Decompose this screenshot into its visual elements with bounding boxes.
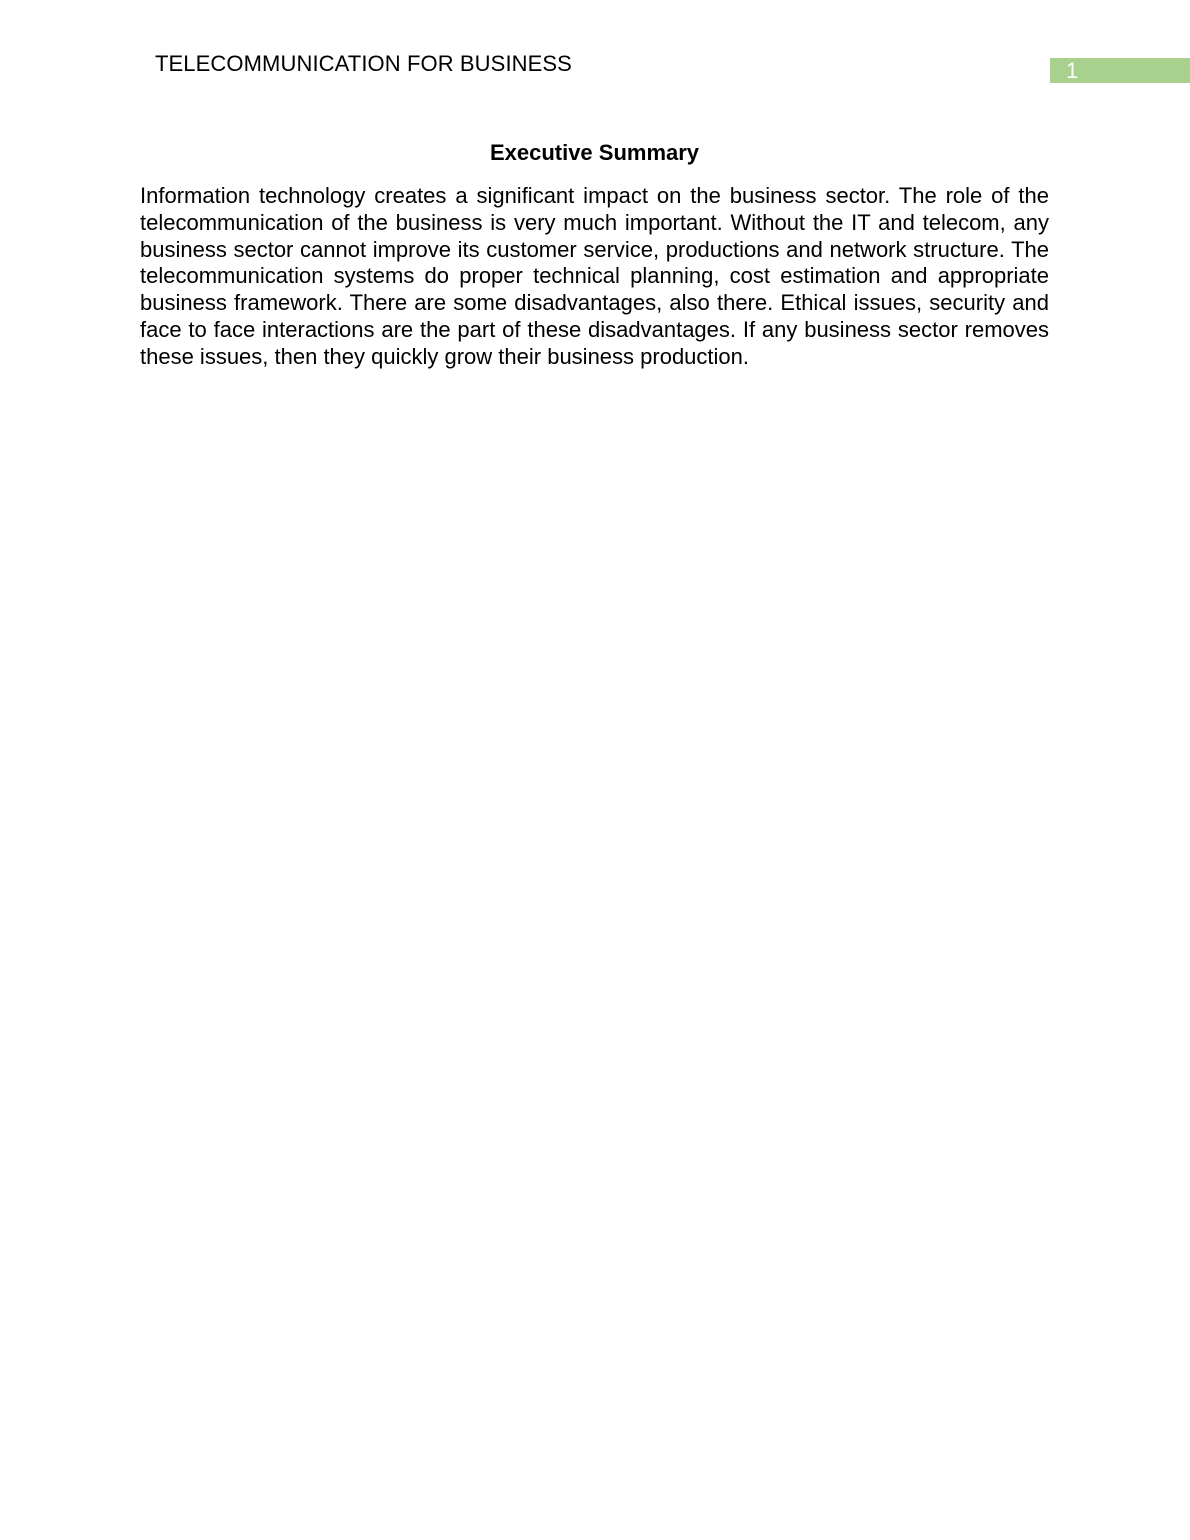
page-number-badge [1050, 58, 1190, 83]
body-paragraph: Information technology creates a significant impact on the business sector. The role of the telecommunication of the business is very much important. Without the IT and telecom, any business sector cannot improve its customer service, productions and network structure. The telecommunication systems do proper technical planning, cost estimation and appropriate business framework. There are some disadvantages, also there. Ethical issues, security and face to face interactions are the part of these disadvantages. If any business sector removes these issues, then they quickly grow their business production. [140, 183, 1049, 369]
section-heading: Executive Summary [489, 140, 700, 165]
page-number: 1 [1066, 58, 1079, 83]
running-header-title: TELECOMMUNICATION FOR BUSINESS [155, 51, 572, 76]
